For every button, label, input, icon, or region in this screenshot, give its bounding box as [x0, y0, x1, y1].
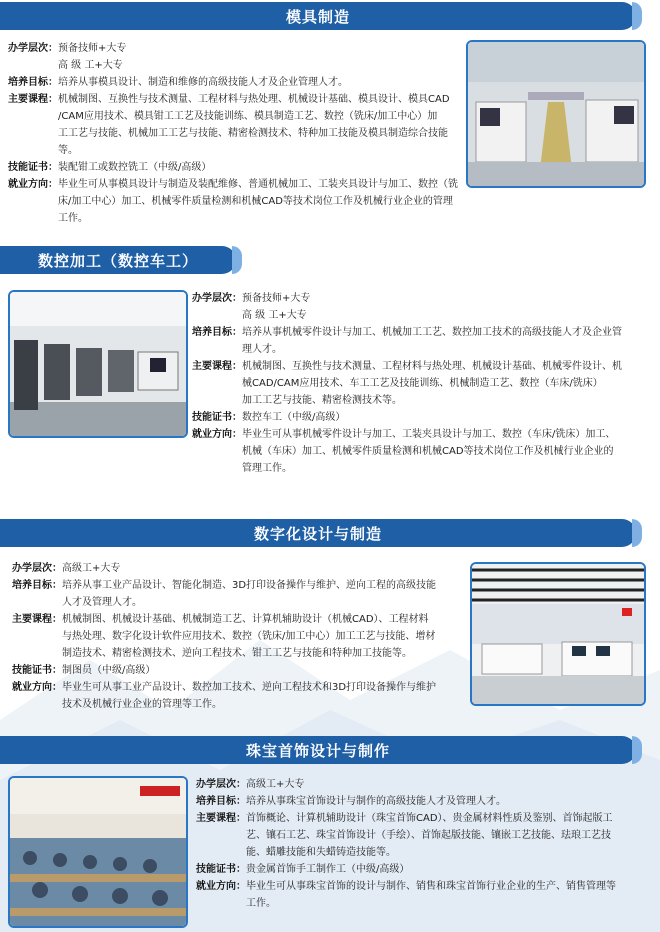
section-title: 数控加工（数控车工）: [37, 251, 198, 270]
jewelry-classroom-photo: [8, 776, 188, 928]
section-info-cnc: [192, 290, 654, 477]
label-level: 办学层次：: [12, 563, 62, 574]
courses-value: 机械制图、互换性与技术测量、工程材料与热处理、机械设计基础、机械零件设计、机 械CAD/CAM应用技术、车工工艺及技能训练、机械制造工艺、数控（车床/铣床） 加工工艺与技能、精密检测技术等。: [242, 361, 622, 406]
label-level: 办学层次：: [196, 779, 246, 790]
courses-value: 机械制图、机械设计基础、机械制造工艺、计算机辅助设计（机械CAD）、工程材料 与热处理、数字化设计软件应用技术、数控（铣床/加工中心）加工工艺与技能、增材 制造技术、精密检测技术、逆向工程技术、钳工工艺与技能和特种加工技能等。: [62, 614, 436, 659]
career-value: 毕业生可从事机械零件设计与加工、工装夹具设计与加工、数控（车床/铣床）加工、 机械（车床）加工、机械零件质量检测和机械CAD等技术岗位工作及机械行业企业的 管理工作。: [242, 429, 616, 474]
level-value: 高级工+大专: [62, 563, 121, 574]
label-career: 就业方向：: [192, 429, 242, 440]
label-career: 就业方向：: [8, 179, 58, 190]
label-career: 就业方向：: [196, 881, 246, 892]
label-courses: 主要课程：: [12, 614, 62, 625]
section-title: 数字化设计与制造: [253, 524, 382, 543]
courses-value: 机械制图、互换性与技术测量、工程材料与热处理、机械设计基础、模具设计、模具CAD /CAM应用技术、模具钳工工艺及技能训练、模具制造工艺、数控（铣床/加工中心）加 工工艺与技能、机械加工工艺与技能、精密检测技术、特种加工技能及模具制造综合技能等。: [58, 94, 450, 156]
mold-workshop-photo: [466, 40, 646, 188]
label-cert: 技能证书：: [8, 162, 58, 173]
section-title: 珠宝首饰设计与制作: [245, 741, 390, 760]
label-goal: 培养目标：: [196, 796, 246, 807]
cert-value: 制图员（中级/高级）: [62, 665, 156, 676]
digital-design-lab-photo: [470, 562, 646, 706]
label-goal: 培养目标：: [192, 327, 242, 338]
label-career: 就业方向：: [12, 682, 62, 693]
level-value: 高级工+大专: [246, 779, 305, 790]
career-value: 毕业生可从事珠宝首饰的设计与制作、销售和珠宝首饰行业企业的生产、销售管理等 工作。: [246, 881, 616, 909]
level-value-2: 高 级 工+大专: [242, 310, 307, 321]
label-cert: 技能证书：: [192, 412, 242, 423]
section-banner-mold: [0, 2, 636, 30]
section-info-jewelry: [196, 776, 654, 912]
cert-value: 数控车工（中级/高级）: [242, 412, 346, 423]
section-info-mold: [8, 40, 460, 227]
section-title: 模具制造: [285, 7, 350, 26]
label-goal: 培养目标：: [8, 77, 58, 88]
label-level: 办学层次：: [8, 43, 58, 54]
career-value: 毕业生可从事工业产品设计、数控加工技术、逆向工程技术和3D打印设备操作与维护 技术及机械行业企业的管理等工作。: [62, 682, 437, 710]
cnc-lathe-workshop-photo: [8, 290, 188, 438]
label-courses: 主要课程：: [192, 361, 242, 372]
goal-value: 培养从事珠宝首饰设计与制作的高级技能人才及管理人才。: [246, 796, 506, 807]
section-banner-jewelry: [0, 736, 636, 764]
level-value: 预备技师+大专: [242, 293, 311, 304]
goal-value: 培养从事工业产品设计、智能化制造、3D打印设备操作与维护、逆向工程的高级技能 人才及管理人才。: [62, 580, 437, 608]
goal-value: 培养从事模具设计、制造和维修的高级技能人才及企业管理人才。: [58, 77, 348, 88]
section-info-digital: [12, 560, 464, 713]
career-value: 毕业生可从事模具设计与制造及装配维修、普通机械加工、工装夹具设计与加工、数控（铣 床/加工中心）加工、机械零件质量检测和机械CAD等技术岗位工作及机械行业企业的管理 工作。: [58, 179, 458, 224]
section-banner-cnc: [0, 246, 236, 274]
label-cert: 技能证书：: [196, 864, 246, 875]
goal-value: 培养从事机械零件设计与加工、机械加工工艺、数控加工技术的高级技能人才及企业管 理人才。: [242, 327, 622, 355]
label-cert: 技能证书：: [12, 665, 62, 676]
label-goal: 培养目标：: [12, 580, 62, 591]
label-courses: 主要课程：: [8, 94, 58, 105]
section-banner-digital: [0, 519, 636, 547]
cert-value: 装配钳工或数控铣工（中级/高级）: [58, 162, 212, 173]
label-courses: 主要课程：: [196, 813, 246, 824]
level-value: 预备技师+大专: [58, 43, 127, 54]
cert-value: 贵金属首饰手工制作工（中级/高级）: [246, 864, 410, 875]
label-level: 办学层次：: [192, 293, 242, 304]
courses-value: 首饰概论、计算机辅助设计（珠宝首饰CAD）、贵金属材料性质及鉴别、首饰起版工 艺、镶石工艺、珠宝首饰设计（手绘）、首饰起版技能、镶嵌工艺技能、珐琅工艺技 能、蜡雕技能和失蜡铸造技能等。: [246, 813, 613, 858]
level-value-2: 高 级 工+大专: [58, 60, 123, 71]
